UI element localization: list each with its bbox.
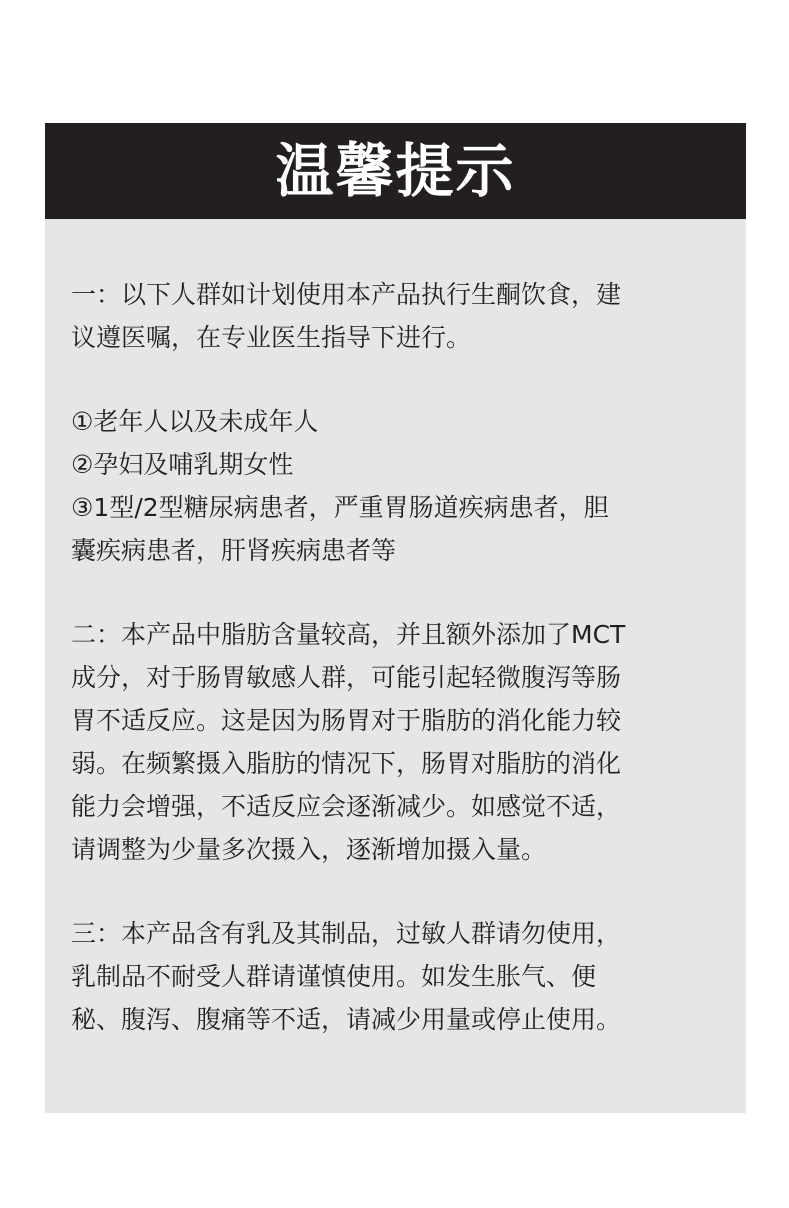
- list-item: ①老年人以及未成年人: [71, 407, 319, 436]
- notice-card: [45, 123, 746, 1113]
- notice-line: 乳制品不耐受人群请谨慎使用。如发生胀气、便: [71, 962, 597, 991]
- notice-line: 议遵医嘱，在专业医生指导下进行。: [71, 323, 472, 352]
- notice-line: 弱。在频繁摄入脂肪的情况下，肠胃对脂肪的消化: [71, 749, 622, 778]
- notice-line: 一：以下人群如计划使用本产品执行生酮饮食，建: [71, 280, 622, 309]
- list-item: ③1型/2型糖尿病患者，严重胃肠道疾病患者，胆: [71, 493, 609, 522]
- list-item: ②孕妇及哺乳期女性: [71, 450, 294, 479]
- risk-group-list: [71, 400, 720, 572]
- notice-line: 二：本产品中脂肪含量较高，并且额外添加了MCT: [71, 620, 626, 649]
- notice-body: [45, 219, 746, 1041]
- notice-line: 三：本产品含有乳及其制品，过敏人群请勿使用，: [71, 919, 622, 948]
- page-title: 温馨提示: [275, 137, 516, 205]
- notice-line: 能力会增强，不适反应会逐渐减少。如感觉不适，: [71, 792, 622, 821]
- notice-line: 成分，对于肠胃敏感人群，可能引起轻微腹泻等肠: [71, 663, 622, 692]
- notice-header: [45, 123, 746, 219]
- notice-line: 请调整为少量多次摄入，逐渐增加摄入量。: [71, 835, 547, 864]
- notice-line: 秘、腹泻、腹痛等不适，请减少用量或停止使用。: [71, 1005, 622, 1034]
- notice-line: 胃不适反应。这是因为肠胃对于脂肪的消化能力较: [71, 706, 622, 735]
- notice-section-3: [71, 912, 720, 1041]
- list-item-continuation: 囊疾病患者，肝肾疾病患者等: [71, 536, 397, 565]
- notice-section-1: [71, 219, 720, 359]
- notice-section-2: [71, 613, 720, 871]
